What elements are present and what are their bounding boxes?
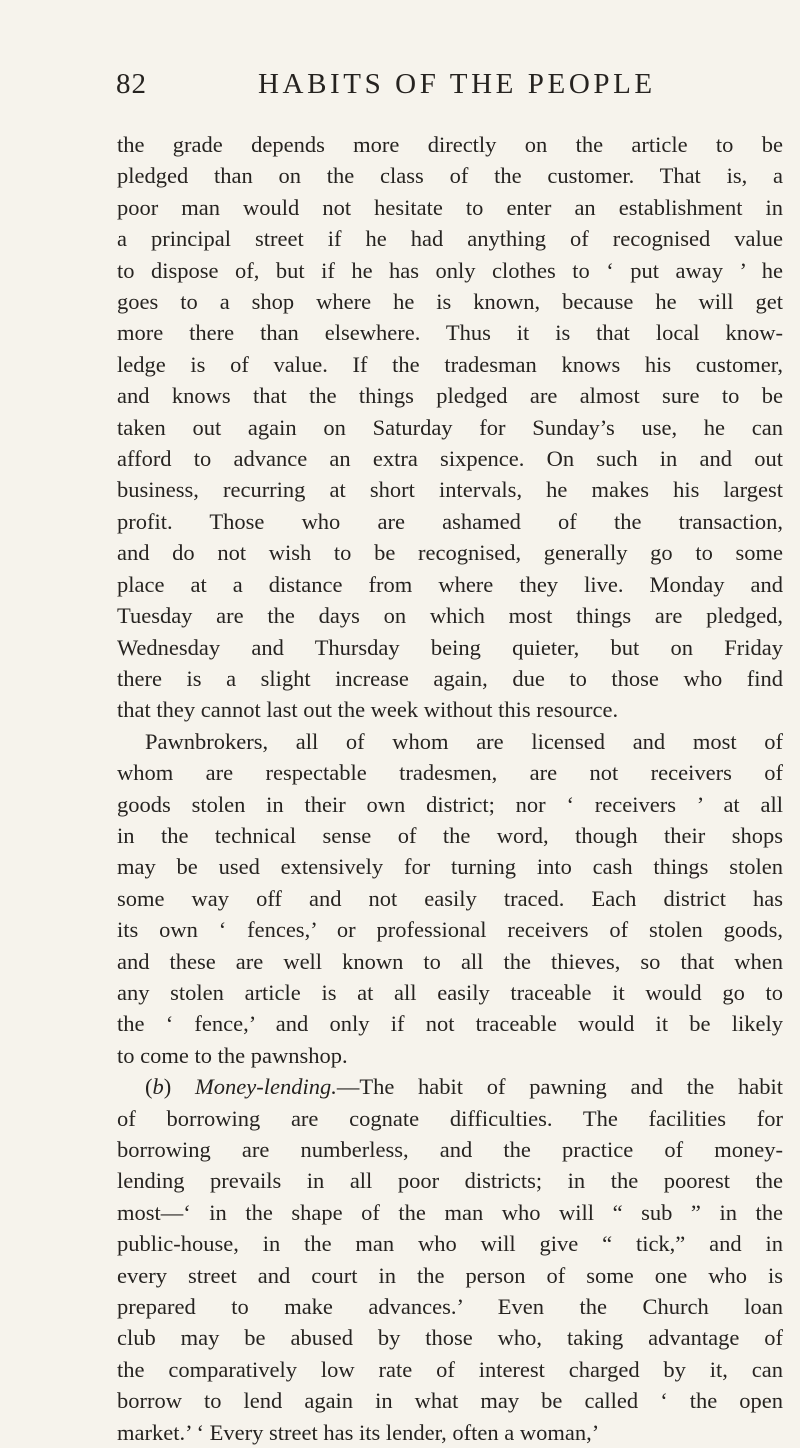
text-line: market.’ ‘ Every street has its lender, often a woman,’	[117, 1419, 600, 1445]
text-line: the grade depends more directly on the article to be	[117, 132, 783, 157]
section-first-line-text: —The habit of pawning and the habit	[336, 1074, 783, 1100]
text-line: poor man would not hesitate to enter an establishment in	[117, 194, 783, 220]
text-line: profit. Those who are ashamed of the transaction,	[117, 508, 783, 534]
text-line: any stolen article is at all easily traceable it would go to	[117, 979, 783, 1005]
text-line: some way off and not easily traced. Each district has	[117, 885, 783, 911]
text-line: business, recurring at short intervals, he makes his largest	[117, 477, 783, 503]
paragraph	[117, 129, 783, 726]
text-line: club may be abused by those who, taking advantage of	[117, 1325, 783, 1351]
text-line: and knows that the things pledged are almost sure to be	[117, 383, 783, 409]
section-label-open: (	[145, 1074, 153, 1100]
section-label-close: )	[163, 1074, 195, 1100]
text-line: its own ‘ fences,’ or professional receivers of stolen goods,	[117, 917, 783, 943]
text-line: lending prevails in all poor districts; in the poorest the	[117, 1168, 783, 1194]
text-line: more there than elsewhere. Thus it is that local know-	[117, 320, 783, 346]
text-line: and these are well known to all the thieves, so that when	[117, 948, 783, 974]
text-line: there is a slight increase again, due to those who find	[117, 665, 783, 691]
text-line: most—‘ in the shape of the man who will “ sub ” in the	[117, 1199, 783, 1225]
text-line: in the technical sense of the word, though their shops	[117, 822, 783, 848]
body-text	[117, 129, 783, 1448]
page-header	[0, 68, 800, 118]
text-line: every street and court in the person of some one who is	[117, 1262, 783, 1288]
text-line: may be used extensively for turning into cash things stolen	[117, 854, 783, 880]
text-line: the comparatively low rate of interest charged by it, can	[117, 1356, 783, 1382]
text-line: of borrowing are cognate difficulties. The facilities for	[117, 1105, 783, 1131]
page-number: 82	[116, 68, 147, 100]
text-line: Tuesday are the days on which most things are pledged,	[117, 603, 783, 629]
text-line: a principal street if he had anything of recognised value	[117, 226, 783, 252]
text-line: and do not wish to be recognised, generally go to some	[117, 540, 783, 566]
text-line: pledged than on the class of the customer. That is, a	[117, 163, 783, 189]
text-line: the ‘ fence,’ and only if not traceable would it be likely	[117, 1011, 783, 1037]
text-line: ledge is of value. If the tradesman knows his customer,	[117, 351, 783, 377]
text-line: whom are respectable tradesmen, are not receivers of	[117, 760, 783, 786]
paragraph-first-line	[117, 1071, 783, 1102]
text-line: Wednesday and Thursday being quieter, but on Friday	[117, 634, 783, 660]
text-line: Pawnbrokers, all of whom are licensed and most of	[145, 728, 783, 754]
text-line: goods stolen in their own district; nor ‘ receivers ’ at all	[117, 791, 783, 817]
text-line: borrowing are numberless, and the practice of money-	[117, 1137, 783, 1162]
text-line: goes to a shop where he is known, because he will get	[117, 289, 783, 315]
running-head: HABITS OF THE PEOPLE	[258, 68, 656, 100]
text-line: taken out again on Saturday for Sunday’s use, he can	[117, 414, 783, 440]
text-line: prepared to make advances.’ Even the Church loan	[117, 1294, 783, 1320]
text-line: afford to advance an extra sixpence. On such in and out	[117, 446, 783, 472]
text-line: that they cannot last out the week without this resource.	[117, 697, 619, 723]
text-line: borrow to lend again in what may be called ‘ the open	[117, 1388, 783, 1414]
text-line: to come to the pawnshop.	[117, 1042, 348, 1068]
text-line: public-house, in the man who will give “ tick,” and in	[117, 1231, 783, 1257]
text-line: place at a distance from where they live. Monday and	[117, 571, 783, 597]
section-label-letter: b	[152, 1074, 164, 1100]
paragraph	[117, 1071, 783, 1448]
text-line: to dispose of, but if he has only clothes to ‘ put away ’ he	[117, 257, 783, 283]
paragraph	[117, 726, 783, 1071]
section-heading: Money-lending.	[195, 1074, 337, 1100]
